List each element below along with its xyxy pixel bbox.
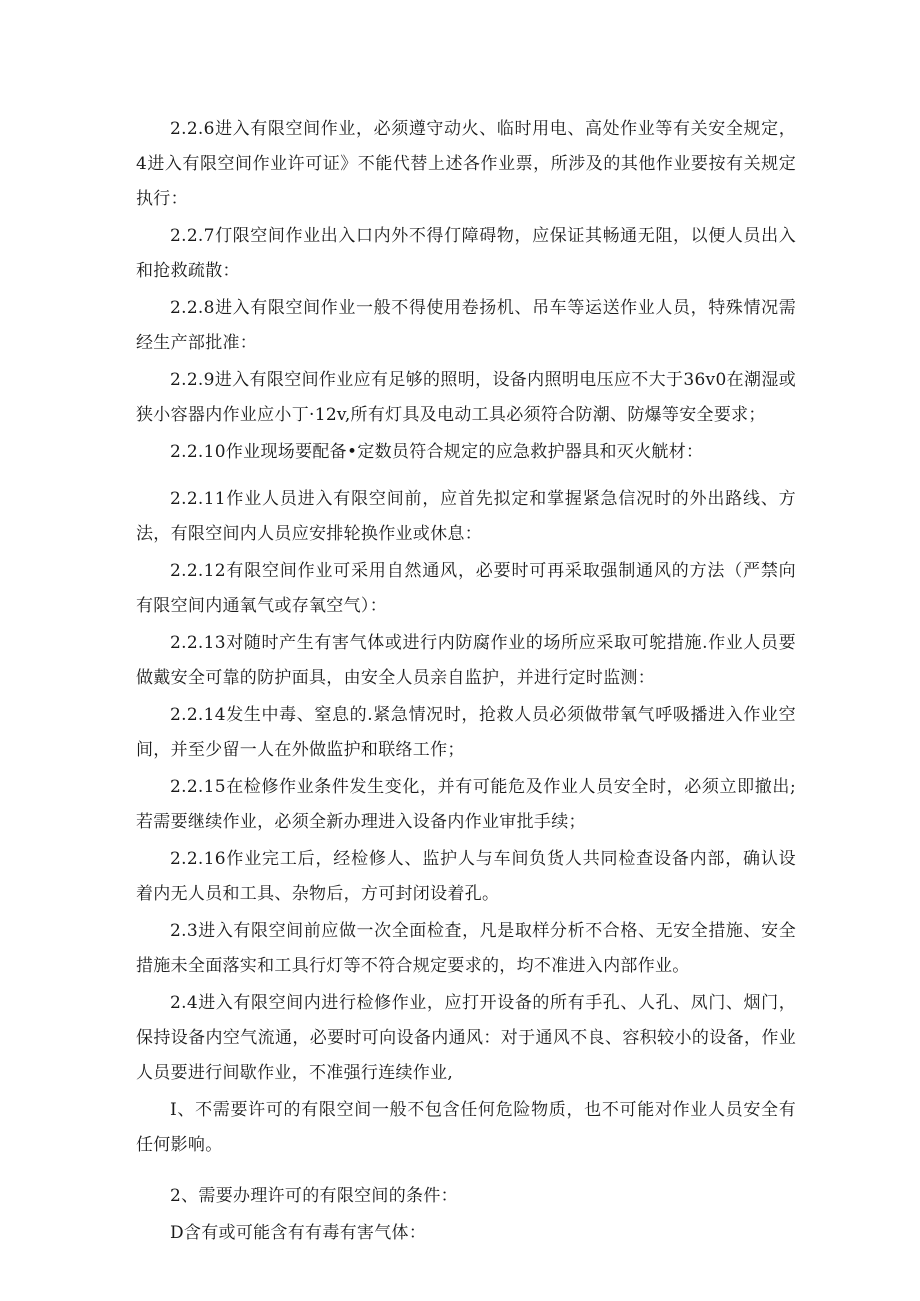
paragraph-2-2-7: 2.2.7仃限空间作业出入口内外不得仃障碍物，应保证其畅通无阻，以便人员出入和抢救疏散： bbox=[136, 226, 796, 281]
paragraph-2-2-10: 2.2.10作业现场要配备•定数员符合规定的应急救护器具和灭火觥材： bbox=[170, 442, 704, 462]
paragraph-item-2: 2、需要办理许可的有限空间的条件： bbox=[170, 1186, 458, 1206]
paragraph-2-2-8: 2.2.8进入有限空间作业一般不得使用卷扬机、吊车等运送作业人员，特殊情况需经生产部批准： bbox=[136, 298, 796, 353]
paragraph-2-4: 2.4进入有限空间内进行检修作业，应打开设备的所有手孔、人孔、凤门、烟门，保持设备内空气流通，必要时可向设备内通风：对于通风不良、容积较小的设备，作业人员要进行间歇作业，不准强行连续作业, bbox=[136, 993, 796, 1083]
paragraph-2-2-9: 2.2.9进入有限空间作业应有足够的照明，设备内照明电压应不大于36v0在潮湿或狭小容器内作业应小丁·12v,所有灯具及电动工具必须符合防潮、防爆等安全要求； bbox=[136, 370, 796, 425]
paragraph-2-2-16: 2.2.16作业完工后，经检修人、监护人与车间负货人共同检查设备内部，确认设着内无人员和工具、杂物后，方可封闭设着孔。 bbox=[136, 849, 796, 904]
paragraph-2-2-15: 2.2.15在检修作业条件发生变化，并有可能危及作业人员安全时，必须立即撤出;若需要继续作业，必须全新办理进入设备内作业审批手续； bbox=[136, 777, 796, 832]
document-body bbox=[136, 112, 796, 1253]
paragraph-2-2-14: 2.2.14发生中毒、窒息的.紧急情况时，抢救人员必须做带氧气呼吸播进入作业空间，并至少留一人在外做监护和联络工作； bbox=[136, 705, 796, 760]
paragraph-2-2-13: 2.2.13对随时产生有害气体或进行内防腐作业的场所应采取可鸵措施.作业人员要做戴安全可靠的防护面具，由安全人员亲自监护，并进行定时监测： bbox=[136, 633, 796, 688]
paragraph-2-3: 2.3进入有限空间前应做一次全面检査，凡是取样分析不合格、无安全措施、安全措施未全面落实和工具行灯等不符合规定要求的，均不准进入内部作业。 bbox=[136, 921, 796, 976]
paragraph-2-2-11: 2.2.11作业人员进入有限空间前，应首先拟定和掌握紧急信况时的外出路线、方法，有限空间内人员应安排轮换作业或休息： bbox=[136, 489, 796, 544]
paragraph-2-2-6: 2.2.6进入有限空间作业，必须遵守动火、临时用电、高处作业等有关安全规定，4进入有限空间作业许可证》不能代替上述各作业票，所涉及的其他作业要按有关规定执行： bbox=[136, 119, 796, 209]
paragraph-2-2-12: 2.2.12有限空间作业可采用自然通风，必要时可再采取强制通风的方法（严禁向有限空间内通氧气或存氧空气）： bbox=[136, 561, 796, 616]
paragraph-item-1: I、不需要许可的有限空间一般不包含任何危险物质，也不可能对作业人员安全有任何影响。 bbox=[136, 1100, 796, 1155]
paragraph-item-d: D含有或可能含有有毒有害气体： bbox=[170, 1223, 427, 1243]
